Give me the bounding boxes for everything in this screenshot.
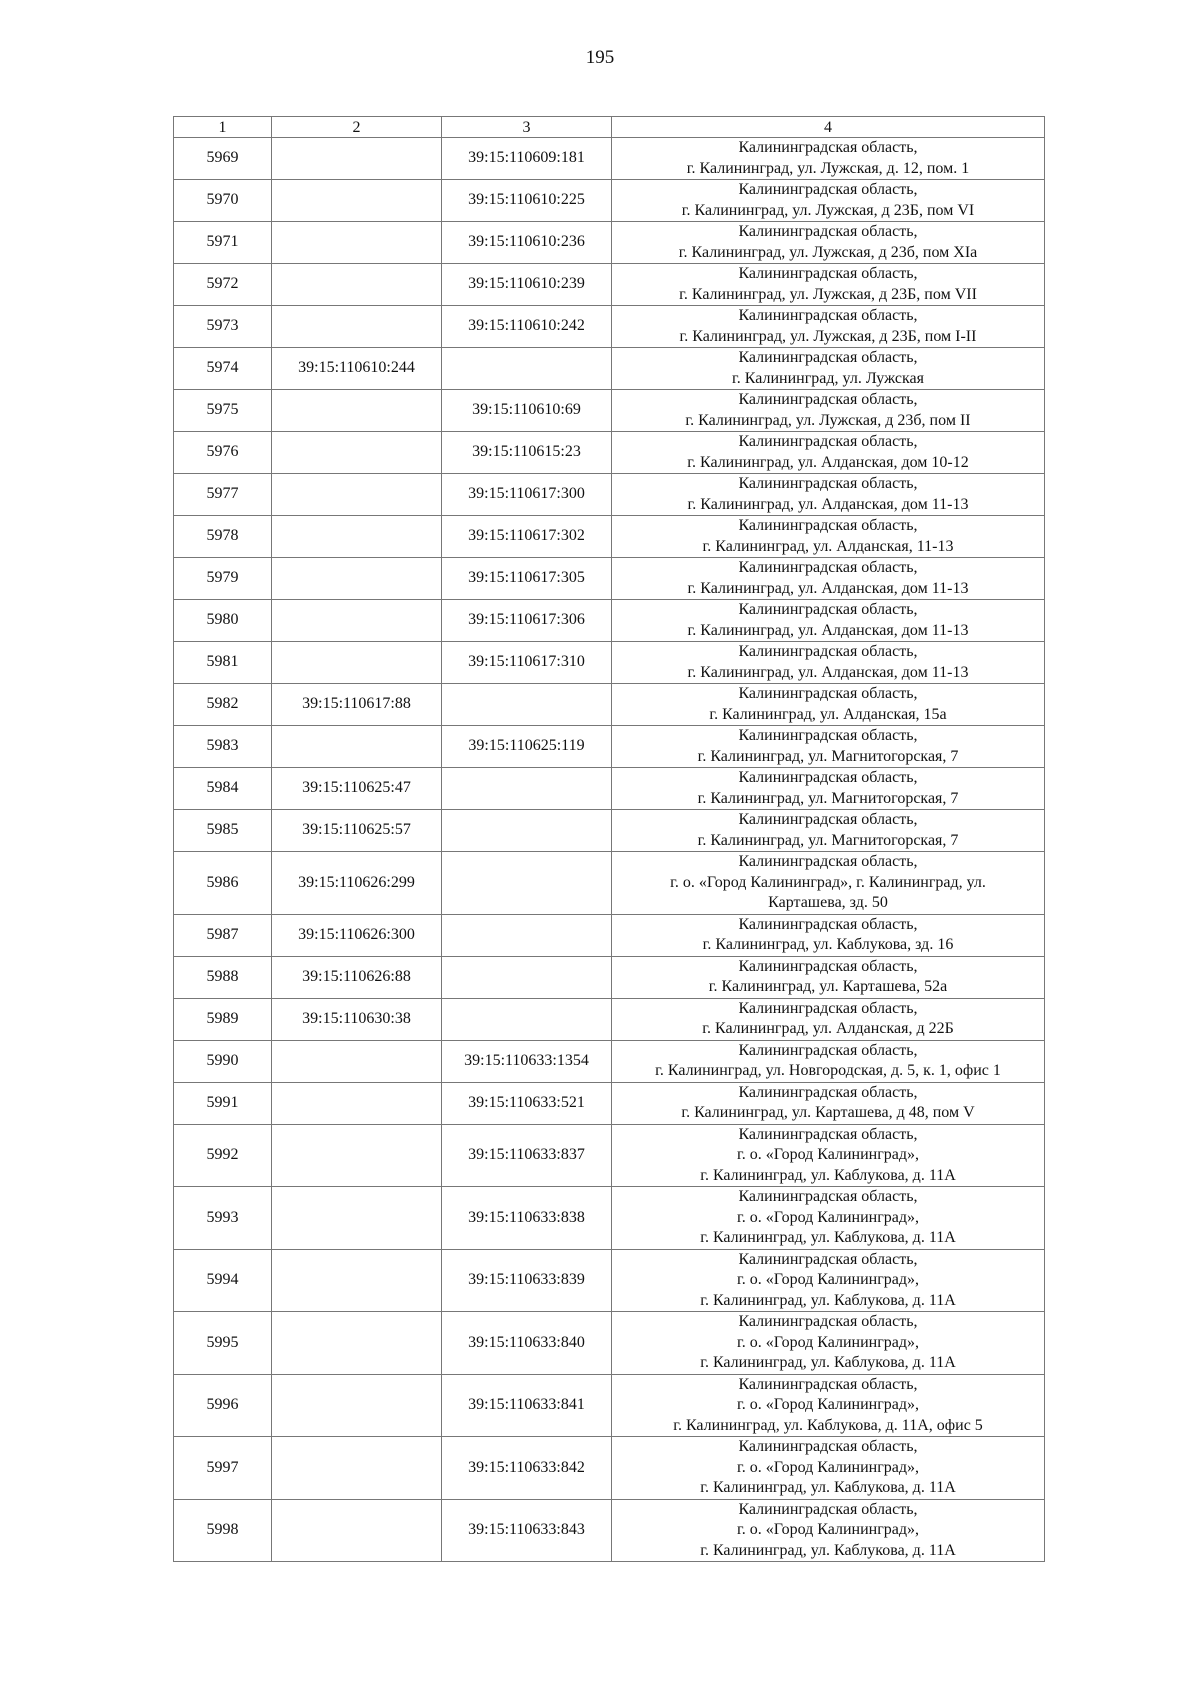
row-number-cell: 5987 xyxy=(174,914,272,956)
row-number-cell: 5993 xyxy=(174,1187,272,1250)
cadastral-number-col3-cell: 39:15:110633:521 xyxy=(442,1082,612,1124)
row-number-cell: 5997 xyxy=(174,1437,272,1500)
table-row xyxy=(174,684,1045,726)
address-line: Калининградская область, xyxy=(738,475,918,492)
address-line: Калининградская область, xyxy=(738,853,918,870)
address-line: Калининградская область, xyxy=(738,1438,918,1455)
address-line: г. Калининград, ул. Лужская, д 23б, пом XIa xyxy=(678,243,978,261)
table-body xyxy=(174,138,1045,1562)
cadastral-number-col2-cell xyxy=(272,1499,442,1562)
cadastral-number-col3-cell: 39:15:110609:181 xyxy=(442,138,612,180)
cadastral-number-col2-cell xyxy=(272,222,442,264)
table-row xyxy=(174,138,1045,180)
address-line: г. Калининград, ул. Каблукова, д. 11А xyxy=(700,1166,956,1184)
row-number-cell: 5971 xyxy=(174,222,272,264)
cadastral-number-col2-cell xyxy=(272,1249,442,1312)
address-line: Калининградская область, xyxy=(738,1041,918,1059)
cadastral-number-col2-cell xyxy=(272,600,442,642)
row-number-cell: 5973 xyxy=(174,306,272,348)
cadastral-number-col2-cell: 39:15:110626:300 xyxy=(272,914,442,956)
address-line: г. Калининград, ул. Магнитогорская, 7 xyxy=(697,789,959,807)
cadastral-number-col2-cell xyxy=(272,1374,442,1437)
address-line: г. о. «Город Калининград», xyxy=(736,1146,920,1163)
row-number-cell: 5986 xyxy=(174,852,272,915)
address-line: г. о. «Город Калининград», xyxy=(736,1521,920,1538)
table-row xyxy=(174,432,1045,474)
cadastral-number-col3-cell: 39:15:110625:119 xyxy=(442,726,612,768)
cadastral-number-col3-cell: 39:15:110633:843 xyxy=(442,1499,612,1562)
address-cell xyxy=(612,432,1045,474)
row-number-cell: 5972 xyxy=(174,264,272,306)
address-cell xyxy=(612,138,1045,180)
table-row xyxy=(174,600,1045,642)
row-number-cell: 5995 xyxy=(174,1312,272,1375)
cadastral-number-col3-cell xyxy=(442,998,612,1040)
cadastral-number-col2-cell xyxy=(272,1437,442,1500)
address-line: г. Калининград, ул. Каблукова, д. 11А xyxy=(700,1229,956,1246)
cadastral-number-col3-cell xyxy=(442,810,612,852)
cadastral-number-col2-cell xyxy=(272,306,442,348)
cadastral-number-col2-cell xyxy=(272,1082,442,1124)
address-line: г. Калининград, ул. Алданская, дом 11-13 xyxy=(687,621,969,639)
address-cell xyxy=(612,1499,1045,1562)
cadastral-number-col2-cell: 39:15:110625:47 xyxy=(272,768,442,810)
address-line: г. Калининград, ул. Каблукова, д. 11А, офис 5 xyxy=(673,1416,983,1434)
address-line: Калининградская область, xyxy=(738,915,918,933)
address-line: Калининградская область, xyxy=(738,349,918,366)
table-row xyxy=(174,810,1045,852)
address-line: г. о. «Город Калининград», xyxy=(736,1333,920,1351)
address-cell xyxy=(612,1082,1045,1124)
registry-table xyxy=(173,116,1045,1562)
address-line: г. Калининград, ул. Каблукова, д. 11А xyxy=(700,1354,956,1371)
row-number-cell: 5977 xyxy=(174,474,272,516)
address-line: Калининградская область, xyxy=(738,1500,918,1518)
row-number-cell: 5991 xyxy=(174,1082,272,1124)
cadastral-number-col2-cell: 39:15:110610:244 xyxy=(272,348,442,390)
address-cell xyxy=(612,726,1045,768)
cadastral-number-col3-cell: 39:15:110633:840 xyxy=(442,1312,612,1375)
table-row xyxy=(174,306,1045,348)
address-cell xyxy=(612,348,1045,390)
table-row xyxy=(174,1499,1045,1562)
table-row xyxy=(174,264,1045,306)
address-line: г. Калининград, ул. Новгородская, д. 5, к. 1, офис 1 xyxy=(655,1062,1001,1079)
row-number-cell: 5974 xyxy=(174,348,272,390)
address-line: Калининградская область, xyxy=(738,139,918,156)
address-cell xyxy=(612,1187,1045,1250)
cadastral-number-col2-cell: 39:15:110626:299 xyxy=(272,852,442,915)
address-line: Калининградская область, xyxy=(738,769,918,786)
table-row xyxy=(174,180,1045,222)
cadastral-number-col2-cell xyxy=(272,264,442,306)
address-line: г. Калининград, ул. Каблукова, д. 11А xyxy=(700,1479,956,1496)
cadastral-number-col3-cell: 39:15:110617:306 xyxy=(442,600,612,642)
cadastral-number-col2-cell xyxy=(272,558,442,600)
address-line: г. Калининград, ул. Алданская, дом 11-13 xyxy=(687,579,969,597)
address-cell xyxy=(612,1124,1045,1187)
row-number-cell: 5992 xyxy=(174,1124,272,1187)
row-number-cell: 5982 xyxy=(174,684,272,726)
address-line: г. Калининград, ул. Каблукова, зд. 16 xyxy=(702,936,954,953)
address-line: Калининградская область, xyxy=(738,1188,918,1205)
address-cell xyxy=(612,1312,1045,1375)
cadastral-number-col2-cell: 39:15:110626:88 xyxy=(272,956,442,998)
cadastral-number-col3-cell: 39:15:110610:239 xyxy=(442,264,612,306)
address-cell xyxy=(612,600,1045,642)
address-cell xyxy=(612,956,1045,998)
row-number-cell: 5976 xyxy=(174,432,272,474)
row-number-cell: 5970 xyxy=(174,180,272,222)
address-line: г. Калининград, ул. Лужская, д 23Б, пом VII xyxy=(679,285,977,303)
cadastral-number-col3-cell xyxy=(442,348,612,390)
address-line: Калининградская область, xyxy=(738,181,918,198)
row-number-cell: 5984 xyxy=(174,768,272,810)
cadastral-number-col3-cell xyxy=(442,684,612,726)
cadastral-number-col3-cell xyxy=(442,914,612,956)
row-number-cell: 5994 xyxy=(174,1249,272,1312)
address-line: Калининградская область, xyxy=(738,1375,918,1393)
row-number-cell: 5996 xyxy=(174,1374,272,1437)
row-number-cell: 5988 xyxy=(174,956,272,998)
cadastral-number-col2-cell xyxy=(272,138,442,180)
address-line: Калининградская область, xyxy=(738,1250,918,1268)
address-cell xyxy=(612,306,1045,348)
address-cell xyxy=(612,1249,1045,1312)
address-cell xyxy=(612,1374,1045,1437)
address-cell xyxy=(612,222,1045,264)
table-row xyxy=(174,474,1045,516)
address-cell xyxy=(612,474,1045,516)
table-row xyxy=(174,914,1045,956)
row-number-cell: 5975 xyxy=(174,390,272,432)
table-row xyxy=(174,516,1045,558)
address-line: Калининградская область, xyxy=(738,265,918,282)
address-cell xyxy=(612,914,1045,956)
row-number-cell: 5981 xyxy=(174,642,272,684)
table-row xyxy=(174,1082,1045,1124)
address-line: г. Калининград, ул. Алданская, дом 11-13 xyxy=(687,663,969,681)
address-line: Калининградская область, xyxy=(738,727,918,744)
address-line: г. Калининград, ул. Алданская, 15а xyxy=(709,705,947,723)
cadastral-number-col3-cell: 39:15:110610:225 xyxy=(442,180,612,222)
cadastral-number-col2-cell xyxy=(272,642,442,684)
address-cell xyxy=(612,642,1045,684)
address-cell xyxy=(612,558,1045,600)
cadastral-number-col2-cell xyxy=(272,432,442,474)
cadastral-number-col3-cell: 39:15:110610:236 xyxy=(442,222,612,264)
address-line: Калининградская область, xyxy=(738,391,918,408)
address-line: г. Калининград, ул. Алданская, д 22Б xyxy=(702,1020,954,1037)
table-row xyxy=(174,642,1045,684)
address-line: Калининградская область, xyxy=(738,685,918,702)
address-cell xyxy=(612,264,1045,306)
table-row xyxy=(174,390,1045,432)
table-row xyxy=(174,768,1045,810)
table-row xyxy=(174,852,1045,915)
address-line: Карташева, зд. 50 xyxy=(768,894,888,911)
cadastral-number-col3-cell: 39:15:110617:310 xyxy=(442,642,612,684)
address-line: г. Калининград, ул. Лужская, д 23б, пом II xyxy=(685,411,971,429)
column-header-4: 4 xyxy=(612,117,1045,138)
address-line: г. о. «Город Калининград», xyxy=(736,1396,920,1413)
cadastral-number-col2-cell xyxy=(272,726,442,768)
cadastral-number-col3-cell: 39:15:110633:838 xyxy=(442,1187,612,1250)
address-cell xyxy=(612,768,1045,810)
row-number-cell: 5969 xyxy=(174,138,272,180)
address-cell xyxy=(612,684,1045,726)
address-line: г. Калининград, ул. Магнитогорская, 7 xyxy=(697,831,959,849)
header-row xyxy=(174,117,1045,138)
cadastral-number-col3-cell: 39:15:110615:23 xyxy=(442,432,612,474)
column-header-1: 1 xyxy=(174,117,272,138)
cadastral-number-col3-cell: 39:15:110617:300 xyxy=(442,474,612,516)
table-row xyxy=(174,1437,1045,1500)
address-line: г. Калининград, ул. Каблукова, д. 11А xyxy=(700,1291,956,1309)
address-line: Калининградская область, xyxy=(738,1083,918,1101)
address-cell xyxy=(612,516,1045,558)
address-line: Калининградская область, xyxy=(738,307,918,324)
address-line: г. Калининград, ул. Лужская xyxy=(732,369,924,387)
column-header-2: 2 xyxy=(272,117,442,138)
table-row xyxy=(174,1374,1045,1437)
cadastral-number-col3-cell: 39:15:110610:69 xyxy=(442,390,612,432)
row-number-cell: 5978 xyxy=(174,516,272,558)
address-line: г. Калининград, ул. Лужская, д. 12, пом. 1 xyxy=(686,159,970,177)
cadastral-number-col3-cell: 39:15:110633:1354 xyxy=(442,1040,612,1082)
cadastral-number-col3-cell xyxy=(442,768,612,810)
address-cell xyxy=(612,852,1045,915)
row-number-cell: 5985 xyxy=(174,810,272,852)
address-line: Калининградская область, xyxy=(738,999,918,1017)
address-line: г. о. «Город Калининград», г. Калининград, ул. xyxy=(670,873,986,891)
address-line: Калининградская область, xyxy=(738,811,918,828)
address-line: Калининградская область, xyxy=(738,559,918,576)
address-line: г. Калининград, ул. Лужская, д 23Б, пом I-II xyxy=(679,327,977,345)
cadastral-number-col2-cell xyxy=(272,390,442,432)
address-line: г. Калининград, ул. Карташева, д 48, пом V xyxy=(681,1104,975,1121)
cadastral-number-col3-cell xyxy=(442,852,612,915)
address-line: Калининградская область, xyxy=(738,643,918,660)
cadastral-number-col2-cell xyxy=(272,1040,442,1082)
cadastral-number-col2-cell xyxy=(272,1187,442,1250)
address-line: Калининградская область, xyxy=(738,517,918,534)
address-line: г. Калининград, ул. Алданская, дом 11-13 xyxy=(687,495,969,513)
address-cell xyxy=(612,810,1045,852)
table-row xyxy=(174,558,1045,600)
address-cell xyxy=(612,390,1045,432)
cadastral-number-col3-cell: 39:15:110610:242 xyxy=(442,306,612,348)
row-number-cell: 5979 xyxy=(174,558,272,600)
address-line: Калининградская область, xyxy=(738,601,918,618)
address-cell xyxy=(612,180,1045,222)
table-header xyxy=(174,117,1045,138)
cadastral-number-col2-cell xyxy=(272,474,442,516)
cadastral-number-col2-cell: 39:15:110625:57 xyxy=(272,810,442,852)
row-number-cell: 5998 xyxy=(174,1499,272,1562)
address-cell xyxy=(612,1437,1045,1500)
cadastral-number-col3-cell: 39:15:110633:839 xyxy=(442,1249,612,1312)
cadastral-number-col2-cell xyxy=(272,1124,442,1187)
cadastral-number-col3-cell: 39:15:110633:837 xyxy=(442,1124,612,1187)
table-row xyxy=(174,1040,1045,1082)
cadastral-number-col2-cell xyxy=(272,516,442,558)
table-row xyxy=(174,726,1045,768)
cadastral-number-col3-cell: 39:15:110617:302 xyxy=(442,516,612,558)
table-row xyxy=(174,956,1045,998)
address-line: г. Калининград, ул. Алданская, 11-13 xyxy=(702,537,954,555)
address-cell xyxy=(612,998,1045,1040)
table-row xyxy=(174,222,1045,264)
column-header-3: 3 xyxy=(442,117,612,138)
row-number-cell: 5983 xyxy=(174,726,272,768)
table-row xyxy=(174,1124,1045,1187)
page-number: 195 xyxy=(585,47,615,68)
address-line: Калининградская область, xyxy=(738,1125,918,1143)
address-line: г. Калининград, ул. Алданская, дом 10-12 xyxy=(687,453,969,471)
address-line: Калининградская область, xyxy=(738,223,918,240)
cadastral-number-col2-cell xyxy=(272,180,442,222)
address-line: г. Калининград, ул. Магнитогорская, 7 xyxy=(697,747,959,765)
row-number-cell: 5980 xyxy=(174,600,272,642)
row-number-cell: 5990 xyxy=(174,1040,272,1082)
table-row xyxy=(174,1249,1045,1312)
address-line: г. Калининград, ул. Лужская, д 23Б, пом VI xyxy=(681,201,975,219)
row-number-cell: 5989 xyxy=(174,998,272,1040)
cadastral-number-col2-cell: 39:15:110630:38 xyxy=(272,998,442,1040)
cadastral-number-col2-cell xyxy=(272,1312,442,1375)
address-line: г. Калининград, ул. Карташева, 52а xyxy=(708,978,948,995)
cadastral-number-col3-cell: 39:15:110633:841 xyxy=(442,1374,612,1437)
address-line: Калининградская область, xyxy=(738,1313,918,1330)
cadastral-number-col2-cell: 39:15:110617:88 xyxy=(272,684,442,726)
address-line: г. о. «Город Калининград», xyxy=(736,1271,920,1288)
table-row xyxy=(174,1187,1045,1250)
table-row xyxy=(174,998,1045,1040)
address-line: г. о. «Город Калининград», xyxy=(736,1458,920,1476)
cadastral-number-col3-cell: 39:15:110617:305 xyxy=(442,558,612,600)
address-line: Калининградская область, xyxy=(738,957,918,975)
address-line: г. Калининград, ул. Каблукова, д. 11А xyxy=(700,1541,956,1559)
table-row xyxy=(174,348,1045,390)
address-line: Калининградская область, xyxy=(738,433,918,450)
cadastral-number-col3-cell xyxy=(442,956,612,998)
table-row xyxy=(174,1312,1045,1375)
address-line: г. о. «Город Калининград», xyxy=(736,1208,920,1226)
cadastral-number-col3-cell: 39:15:110633:842 xyxy=(442,1437,612,1500)
address-cell xyxy=(612,1040,1045,1082)
